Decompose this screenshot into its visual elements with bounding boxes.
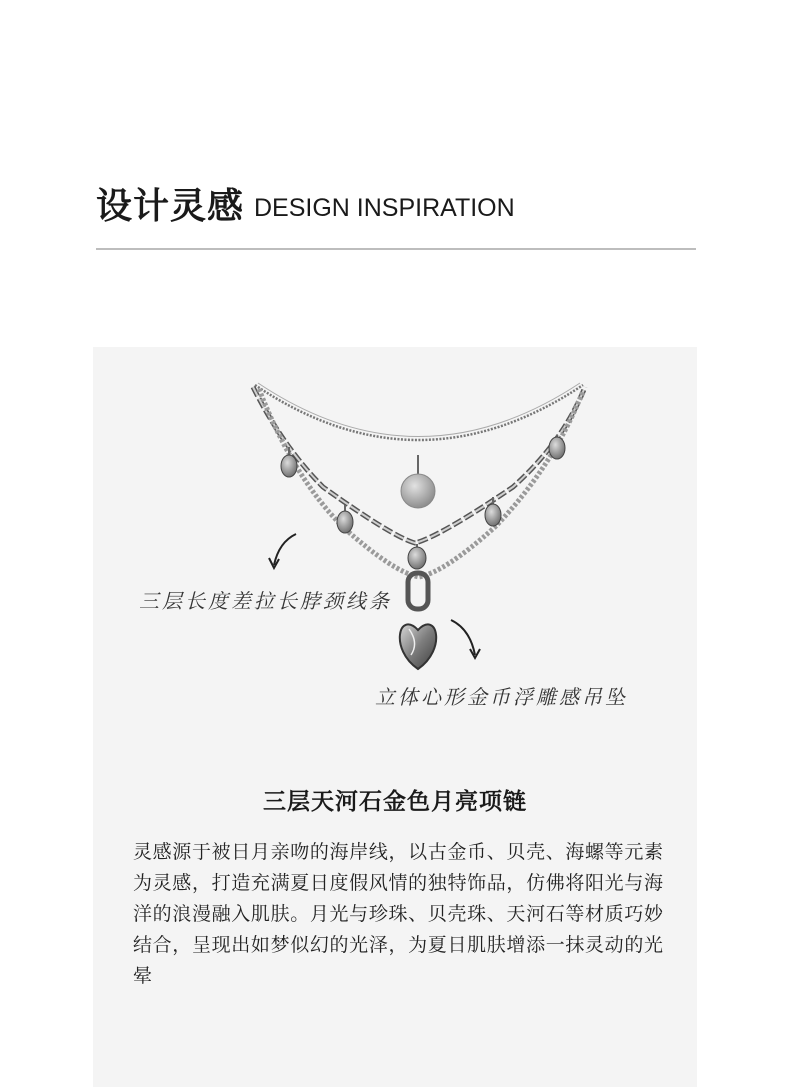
inspiration-panel	[93, 347, 697, 1087]
gem-drop-1	[281, 447, 297, 477]
annotation-heart-pendant: 立体心形金币浮雕感吊坠	[375, 685, 628, 709]
section-title-cn: 设计灵感	[96, 186, 245, 227]
section-title-en: DESIGN INSPIRATION	[254, 194, 515, 222]
header-divider	[96, 248, 696, 250]
paperclip-link	[408, 573, 428, 609]
product-name: 三层天河石金色月亮项链	[263, 789, 527, 815]
section-header	[96, 178, 696, 250]
product-description: 灵感源于被日月亲吻的海岸线，以古金币、贝壳、海螺等元素为灵感，打造充满夏日度假风情的独特饰品，仿佛将阳光与海洋的浪漫融入肌肤。月光与珍珠、贝壳珠、天河石等材质巧妙结合，呈现出如梦似幻的光泽，为夏日肌肤增添一抹灵动的光晕	[133, 841, 663, 987]
moon-coin	[401, 474, 435, 508]
heart-pendant	[400, 624, 436, 669]
gem-drop-3	[408, 544, 426, 569]
inner-chain	[255, 385, 583, 440]
annotation-chain-layers: 三层长度差拉长脖颈线条	[139, 589, 392, 613]
